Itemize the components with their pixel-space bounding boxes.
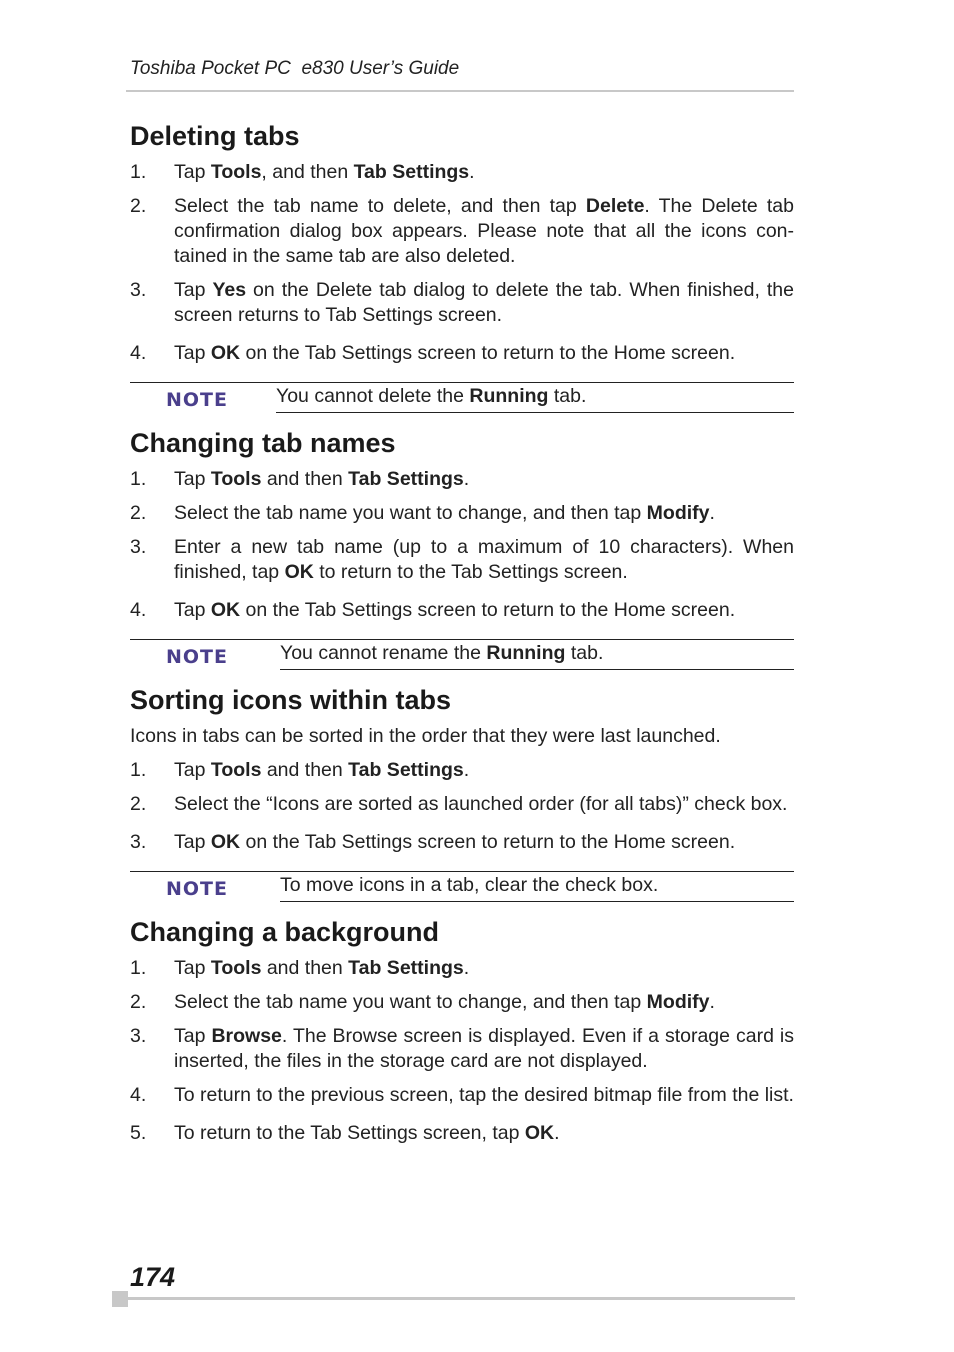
steps-list	[130, 160, 794, 366]
step-text: Tap Yes on the Delete tab dialog to delete the tab. When finished, the screen returns to Tab Settings screen.	[174, 279, 794, 326]
step-text: Tap OK on the Tab Settings screen to return to the Home screen.	[174, 342, 736, 364]
step-text: Tap OK on the Tab Settings screen to return to the Home screen.	[174, 831, 736, 853]
note-box	[130, 639, 794, 670]
bold-term: Tab Settings	[348, 957, 464, 979]
steps-list	[130, 758, 794, 855]
step-text: Select the “Icons are sorted as launched order (for all tabs)” check box.	[174, 793, 788, 815]
list-item	[130, 467, 794, 492]
step-text: Tap Tools and then Tab Settings.	[174, 468, 470, 490]
page-number: 174	[130, 1262, 176, 1292]
list-item	[130, 501, 794, 526]
note-box	[130, 382, 794, 413]
steps-list	[130, 956, 794, 1146]
list-item	[130, 194, 794, 269]
list-item	[130, 278, 794, 328]
step-number: 3.	[130, 279, 147, 301]
step-number: 1.	[130, 957, 147, 979]
step-number: 2.	[130, 793, 147, 815]
list-item	[130, 535, 794, 585]
note-text: You cannot delete the Running tab.	[276, 383, 794, 413]
step-text: To return to the Tab Settings screen, tap OK.	[174, 1122, 560, 1144]
bold-term: OK	[210, 599, 241, 621]
note-label: NOTE	[166, 646, 228, 668]
section-sorting-icons	[130, 682, 794, 902]
step-number: 2.	[130, 991, 147, 1013]
bold-term: OK	[284, 561, 314, 583]
step-text: Tap Tools, and then Tab Settings.	[174, 161, 475, 183]
step-text: Enter a new tab name (up to a maximum of 10 characters). When finished, tap OK to return to the Tab Settings screen.	[174, 536, 794, 583]
bold-term: Yes	[212, 279, 247, 301]
step-number: 4.	[130, 1084, 147, 1106]
step-number: 5.	[130, 1122, 147, 1144]
list-item	[130, 160, 794, 185]
footer-rule	[128, 1297, 795, 1300]
page-content	[130, 118, 794, 1155]
bold-term: OK	[524, 1122, 555, 1144]
step-number: 1.	[130, 759, 147, 781]
step-number: 2.	[130, 195, 147, 217]
section-heading: Deleting tabs	[130, 121, 300, 151]
bold-term: Tab Settings	[348, 468, 464, 490]
steps-list	[130, 467, 794, 623]
section-changing-tab-names	[130, 425, 794, 670]
step-text: Tap Tools and then Tab Settings.	[174, 957, 470, 979]
step-number: 3.	[130, 536, 147, 558]
bold-term: OK	[210, 831, 241, 853]
bold-term: Tools	[210, 759, 262, 781]
step-text: Tap OK on the Tab Settings screen to return to the Home screen.	[174, 599, 736, 621]
step-number: 3.	[130, 1025, 147, 1047]
step-text: Select the tab name you want to change, and then tap Modify.	[174, 991, 715, 1013]
list-item	[130, 1121, 794, 1146]
section-heading: Sorting icons within tabs	[130, 685, 452, 715]
list-item	[130, 792, 794, 817]
bold-term: Modify	[646, 991, 710, 1013]
step-number: 4.	[130, 599, 147, 621]
bold-term: Tools	[210, 468, 262, 490]
step-text: Select the tab name you want to change, and then tap Modify.	[174, 502, 715, 524]
step-text: To return to the previous screen, tap the desired bitmap file from the list.	[174, 1084, 794, 1106]
footer-marker	[112, 1291, 128, 1307]
list-item	[130, 341, 794, 366]
list-item	[130, 956, 794, 981]
bold-term: Browse	[211, 1025, 282, 1047]
note-label: NOTE	[166, 389, 228, 411]
note-label: NOTE	[166, 878, 228, 900]
list-item	[130, 758, 794, 783]
step-text: Tap Tools and then Tab Settings.	[174, 759, 470, 781]
step-number: 2.	[130, 502, 147, 524]
running-header: Toshiba Pocket PC e830 User’s Guide	[130, 58, 460, 79]
list-item	[130, 830, 794, 855]
bold-term: Delete	[585, 195, 645, 217]
bold-term: Tools	[210, 957, 262, 979]
step-number: 1.	[130, 161, 147, 183]
bold-term: Modify	[646, 502, 710, 524]
bold-term: Running	[469, 385, 549, 407]
step-text: Select the tab name to delete, and then tap Delete. The Delete tab confirmation dialog box appears. Please note that all the icons con-tained in the same tab are also deleted.	[174, 195, 794, 267]
step-text: Tap Browse. The Browse screen is displayed. Even if a storage card is inserted, the files in the storage card are not displayed.	[174, 1025, 794, 1072]
header-rule	[126, 90, 794, 92]
bold-term: OK	[210, 342, 241, 364]
bold-term: Tab Settings	[348, 759, 464, 781]
section-intro: Icons in tabs can be sorted in the order that they were last launched.	[130, 725, 721, 747]
step-number: 3.	[130, 831, 147, 853]
list-item	[130, 1024, 794, 1074]
section-heading: Changing tab names	[130, 428, 396, 458]
bold-term: Running	[486, 642, 566, 664]
bold-term: Tab Settings	[353, 161, 470, 183]
note-text: To move icons in a tab, clear the check box.	[280, 872, 794, 902]
list-item	[130, 1083, 794, 1108]
section-deleting-tabs	[130, 118, 794, 413]
step-number: 4.	[130, 342, 147, 364]
list-item	[130, 598, 794, 623]
section-heading: Changing a background	[130, 917, 440, 947]
note-box	[130, 871, 794, 902]
bold-term: Tools	[210, 161, 262, 183]
note-text: You cannot rename the Running tab.	[280, 640, 794, 670]
step-number: 1.	[130, 468, 147, 490]
section-changing-background	[130, 914, 794, 1146]
list-item	[130, 990, 794, 1015]
